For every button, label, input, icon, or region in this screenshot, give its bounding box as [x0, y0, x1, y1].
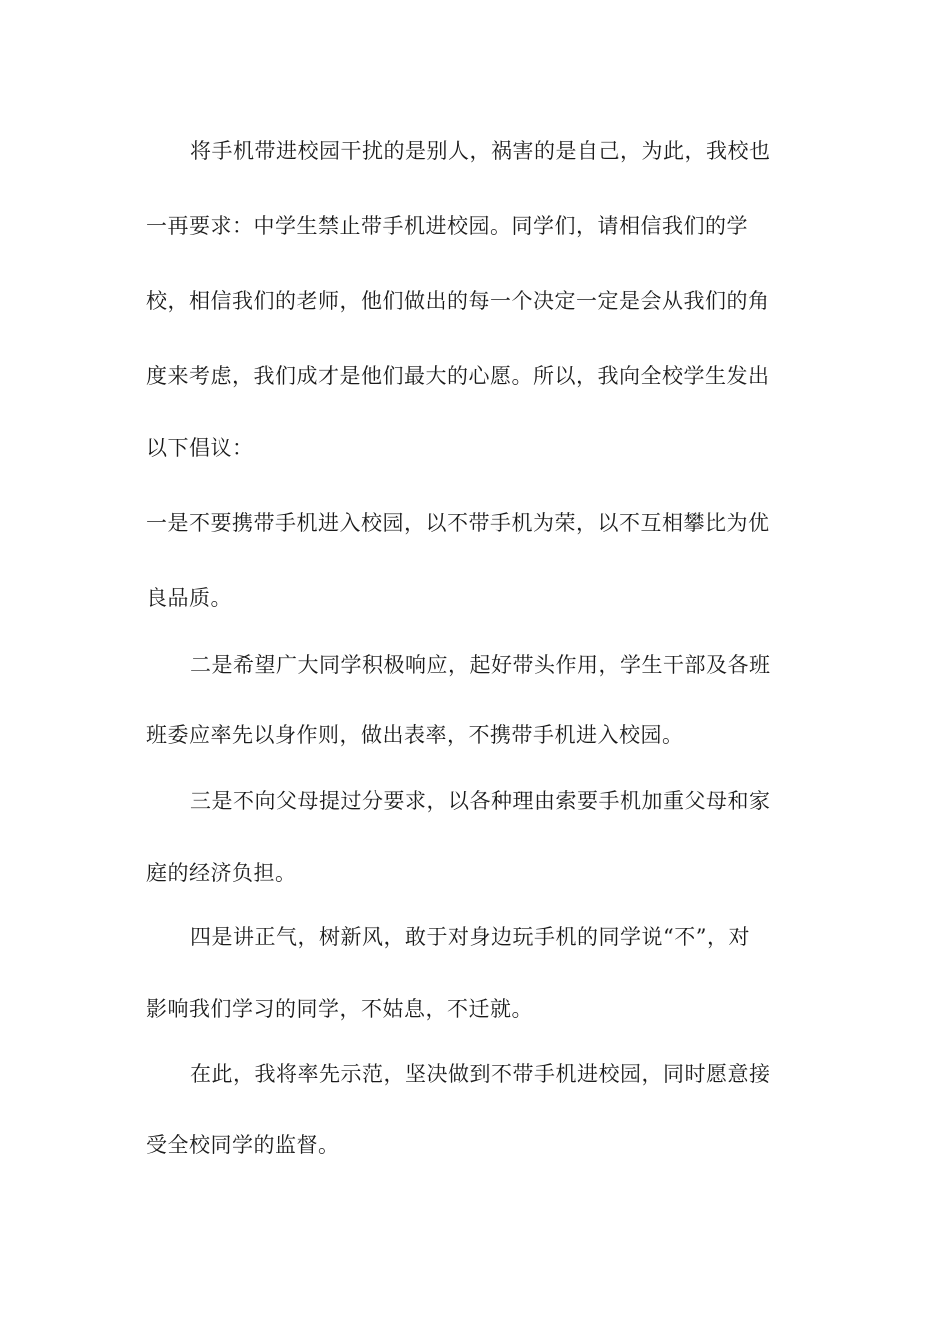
paragraph-1-line-3: 校，相信我们的老师，他们做出的每一个决定一定是会从我们的角 — [146, 289, 770, 313]
proposal-three-line-2: 庭的经济负担。 — [146, 861, 297, 885]
proposal-two-line-1: 二是希望广大同学积极响应，起好带头作用，学生干部及各班 — [190, 653, 771, 677]
paragraph-1-line-2: 一再要求：中学生禁止带手机进校园。同学们，请相信我们的学 — [146, 214, 748, 238]
proposal-four-line-2: 影响我们学习的同学，不姑息，不迁就。 — [146, 997, 533, 1021]
paragraph-1-line-4: 度来考虑，我们成才是他们最大的心愿。所以，我向全校学生发出 — [146, 364, 770, 388]
paragraph-1-line-1: 将手机带进校园干扰的是别人，祸害的是自己，为此，我校也 — [190, 139, 771, 163]
proposal-four-line-1: 四是讲正气，树新风，敢于对身边玩手机的同学说“不”，对 — [190, 925, 750, 949]
closing-line-1: 在此，我将率先示范，坚决做到不带手机进校园，同时愿意接 — [190, 1062, 771, 1086]
closing-line-2: 受全校同学的监督。 — [146, 1133, 340, 1157]
proposal-two-line-2: 班委应率先以身作则，做出表率，不携带手机进入校园。 — [146, 723, 684, 747]
paragraph-1-line-5: 以下倡议： — [146, 436, 254, 460]
proposal-one-line-2: 良品质。 — [146, 586, 232, 610]
proposal-three-line-1: 三是不向父母提过分要求，以各种理由索要手机加重父母和家 — [190, 789, 771, 813]
proposal-one-line-1: 一是不要携带手机进入校园，以不带手机为荣，以不互相攀比为优 — [146, 511, 770, 535]
